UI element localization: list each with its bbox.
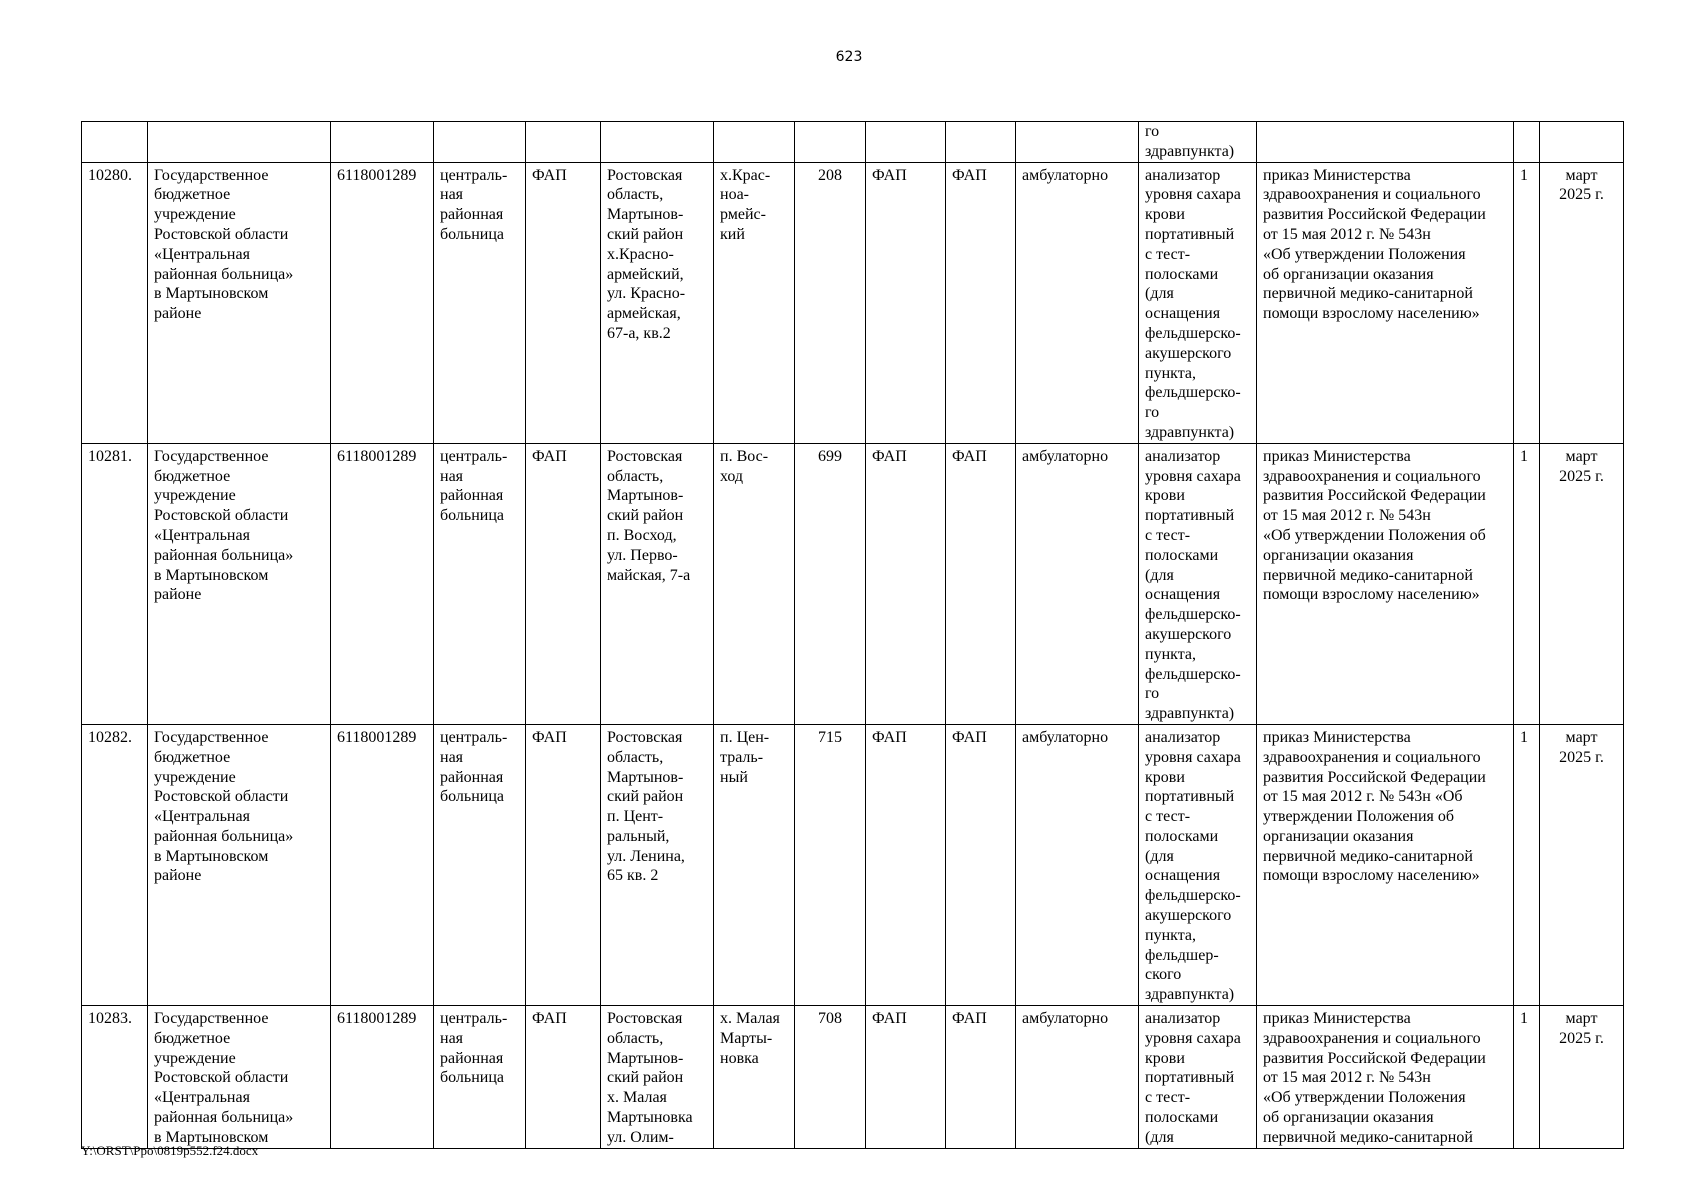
text-line: крови <box>1145 487 1185 505</box>
text-line: бюджетное <box>154 1029 231 1047</box>
text-line: го <box>1145 685 1160 703</box>
cell-locality <box>714 724 795 1005</box>
text-line: ский район <box>607 788 684 806</box>
text-line: фельдшерско- <box>1145 606 1241 624</box>
text-line: ского <box>1145 966 1182 984</box>
text-line: анализатор <box>1145 728 1221 746</box>
cell-facility-type <box>434 1006 526 1149</box>
cell-inn: 6118001289 <box>331 443 434 724</box>
text-line: Ростовская <box>607 447 683 465</box>
text-line: развития Российской Федерации <box>1263 768 1486 786</box>
text-line: ский район <box>607 507 684 525</box>
text-line: оснащения <box>1145 305 1221 323</box>
text-line: 2025 г. <box>1559 748 1604 766</box>
text-line: акушерского <box>1145 344 1232 362</box>
text-line: здравоохранения и социального <box>1263 467 1481 485</box>
text-line: портативный <box>1145 788 1235 806</box>
text-line: «Центральная <box>154 245 250 263</box>
text-line: районе <box>154 305 202 323</box>
text-line: фельдшерско- <box>1145 665 1241 683</box>
text-line: районная больница» <box>154 265 294 283</box>
text-line: х.Крас- <box>720 166 771 184</box>
text-line: 2025 г. <box>1559 1029 1604 1047</box>
cell-care-form: амбулаторно <box>1016 724 1139 1005</box>
cell-locality <box>714 162 795 443</box>
text-line: пункта, <box>1145 926 1196 944</box>
cell-equipment-continued <box>1139 122 1257 163</box>
text-line: здравоохранения и социального <box>1263 1029 1481 1047</box>
text-line: районная <box>440 487 504 505</box>
text-line: п. Цент- <box>607 808 664 826</box>
text-line: первичной медико-санитарной <box>1263 566 1473 584</box>
text-line: область, <box>607 467 664 485</box>
text-line: районная больница» <box>154 827 294 845</box>
text-line: больница <box>440 507 504 525</box>
text-line: приказ Министерства <box>1263 447 1411 465</box>
text-line: 65 кв. 2 <box>607 867 659 885</box>
text-line: в Мартыновском <box>154 566 269 584</box>
text-line: централь- <box>440 1010 508 1028</box>
text-line: «Центральная <box>154 808 250 826</box>
text-line: здравпункта) <box>1145 423 1235 441</box>
text-line: полосками <box>1145 546 1219 564</box>
text-line: развития Российской Федерации <box>1263 487 1486 505</box>
text-line: больница <box>440 788 504 806</box>
text-line: «Центральная <box>154 526 250 544</box>
text-line: помощи взрослому населению» <box>1263 867 1480 885</box>
continuation-row <box>82 122 1624 163</box>
cell-number: 10280. <box>82 162 148 443</box>
cell-population: 208 <box>795 162 866 443</box>
text-line: х.Красно- <box>607 245 674 263</box>
text-line: 67-а, кв.2 <box>607 324 671 342</box>
text-line: фельдшерско- <box>1145 324 1241 342</box>
cell-equipment <box>1139 724 1257 1005</box>
text-line: ная <box>440 748 464 766</box>
text-line: развития Российской Федерации <box>1263 1049 1486 1067</box>
text-line: централь- <box>440 447 508 465</box>
cell-organization <box>148 724 331 1005</box>
cell-quantity: 1 <box>1514 1006 1540 1149</box>
text-line: здравпункта) <box>1145 986 1235 1004</box>
table-row <box>82 162 1624 443</box>
text-line: Государственное <box>154 728 269 746</box>
text-line: март <box>1565 728 1598 746</box>
cell-inn: 6118001289 <box>331 1006 434 1149</box>
cell-unit: ФАП <box>866 1006 946 1149</box>
cell-quantity: 1 <box>1514 443 1540 724</box>
text-line: ул. Перво- <box>607 546 678 564</box>
text-line: траль- <box>720 748 764 766</box>
text-line: фельдшерско- <box>1145 384 1241 402</box>
text-line: (для <box>1145 1128 1174 1146</box>
text-line: армейский, <box>607 265 684 283</box>
text-line: первичной медико-санитарной <box>1263 847 1473 865</box>
text-line: (для <box>1145 285 1174 303</box>
text-line: организации оказания <box>1263 546 1414 564</box>
text-line: Мартынов- <box>607 768 684 786</box>
text-line: здравоохранения и социального <box>1263 748 1481 766</box>
cell-unit: ФАП <box>866 443 946 724</box>
text-line: 2025 г. <box>1559 186 1604 204</box>
text-line: здравпункта) <box>1145 142 1235 160</box>
cell-facility-type <box>434 162 526 443</box>
text-line: акушерского <box>1145 907 1232 925</box>
cell-care-form: амбулаторно <box>1016 162 1139 443</box>
cell-population: 715 <box>795 724 866 1005</box>
text-line: бюджетное <box>154 186 231 204</box>
cell-address <box>601 443 714 724</box>
text-line: область, <box>607 186 664 204</box>
text-line: «Центральная <box>154 1089 250 1107</box>
cell-care-form: амбулаторно <box>1016 443 1139 724</box>
cell-date <box>1540 724 1624 1005</box>
text-line: бюджетное <box>154 467 231 485</box>
text-line: 2025 г. <box>1559 467 1604 485</box>
cell-facility-kind: ФАП <box>526 1006 601 1149</box>
text-line: армейская, <box>607 305 681 323</box>
text-line: фельдшерско- <box>1145 887 1241 905</box>
cell-facility-kind: ФАП <box>526 162 601 443</box>
text-line: в Мартыновском <box>154 847 269 865</box>
text-line: ход <box>720 467 744 485</box>
cell-facility-kind: ФАП <box>526 443 601 724</box>
text-line: «Об утверждении Положения <box>1263 1089 1466 1107</box>
cell-address <box>601 1006 714 1149</box>
cell-quantity: 1 <box>1514 162 1540 443</box>
text-line: оснащения <box>1145 867 1221 885</box>
text-line: ная <box>440 467 464 485</box>
cell-unit: ФАП <box>866 724 946 1005</box>
text-line: Мартынов- <box>607 487 684 505</box>
text-line: кий <box>720 225 745 243</box>
text-line: Мартыновка <box>607 1109 693 1127</box>
text-line: полосками <box>1145 265 1219 283</box>
cell-care-form: амбулаторно <box>1016 1006 1139 1149</box>
text-line: развития Российской Федерации <box>1263 206 1486 224</box>
text-line: ный <box>720 768 748 786</box>
table-row <box>82 724 1624 1005</box>
text-line: крови <box>1145 206 1185 224</box>
cell-organization <box>148 443 331 724</box>
text-line: ная <box>440 1029 464 1047</box>
cell-quantity: 1 <box>1514 724 1540 1005</box>
text-line: Ростовской области <box>154 788 289 806</box>
text-line: от 15 мая 2012 г. № 543н <box>1263 1069 1431 1087</box>
text-line: больница <box>440 1069 504 1087</box>
text-line: го <box>1145 404 1160 422</box>
cell-unit-type: ФАП <box>946 162 1016 443</box>
text-line: полосками <box>1145 1109 1219 1127</box>
cell-number: 10282. <box>82 724 148 1005</box>
text-line: п. Цен- <box>720 728 770 746</box>
text-line: организации оказания <box>1263 827 1414 845</box>
text-line: (для <box>1145 566 1174 584</box>
text-line: Государственное <box>154 447 269 465</box>
document-table <box>81 121 1624 1149</box>
text-line: Ростовской области <box>154 225 289 243</box>
cell-unit: ФАП <box>866 162 946 443</box>
text-line: от 15 мая 2012 г. № 543н «Об <box>1263 788 1463 806</box>
text-line: крови <box>1145 1049 1185 1067</box>
text-line: «Об утверждении Положения <box>1263 245 1466 263</box>
cell-facility-kind: ФАП <box>526 724 601 1005</box>
text-line: здравоохранения и социального <box>1263 186 1481 204</box>
text-line: в Мартыновском <box>154 1128 269 1146</box>
text-line: «Об утверждении Положения об <box>1263 526 1486 544</box>
text-line: п. Восход, <box>607 526 677 544</box>
text-line: учреждение <box>154 1049 236 1067</box>
text-line: портативный <box>1145 1069 1235 1087</box>
text-line: ул. Ленина, <box>607 847 685 865</box>
text-line: уровня сахара <box>1145 1029 1241 1047</box>
text-line: ский район <box>607 1069 684 1087</box>
text-line: п. Вос- <box>720 447 769 465</box>
text-line: Ростовской области <box>154 1069 289 1087</box>
text-line: уровня сахара <box>1145 186 1241 204</box>
cell-unit-type: ФАП <box>946 724 1016 1005</box>
text-line: ул. Красно- <box>607 285 686 303</box>
cell-locality <box>714 443 795 724</box>
text-line: утверждении Положения об <box>1263 808 1455 826</box>
cell-number: 10283. <box>82 1006 148 1149</box>
text-line: в Мартыновском <box>154 285 269 303</box>
text-line: Ростовская <box>607 1010 683 1028</box>
cell-legal-basis <box>1257 1006 1514 1149</box>
text-line: область, <box>607 1029 664 1047</box>
text-line: пункта, <box>1145 364 1196 382</box>
text-line: рмейс- <box>720 206 766 224</box>
text-line: уровня сахара <box>1145 467 1241 485</box>
text-line: приказ Министерства <box>1263 1010 1411 1028</box>
cell-inn: 6118001289 <box>331 724 434 1005</box>
text-line: ноа- <box>720 186 749 204</box>
text-line: фельдшер- <box>1145 946 1219 964</box>
text-line: от 15 мая 2012 г. № 543н <box>1263 225 1431 243</box>
text-line: об организации оказания <box>1263 1109 1434 1127</box>
text-line: районная <box>440 1049 504 1067</box>
text-line: ский район <box>607 225 684 243</box>
cell-facility-type <box>434 443 526 724</box>
text-line: централь- <box>440 728 508 746</box>
text-line: портативный <box>1145 225 1235 243</box>
text-line: уровня сахара <box>1145 748 1241 766</box>
text-line: область, <box>607 748 664 766</box>
text-line: акушерского <box>1145 625 1232 643</box>
text-line: учреждение <box>154 768 236 786</box>
text-line: новка <box>720 1049 759 1067</box>
text-line: больница <box>440 225 504 243</box>
text-line: Государственное <box>154 166 269 184</box>
text-line: х. Малая <box>720 1010 780 1028</box>
text-line: анализатор <box>1145 447 1221 465</box>
page-number: 623 <box>835 49 863 65</box>
cell-organization <box>148 162 331 443</box>
text-line: районная <box>440 768 504 786</box>
text-line: ул. Олим- <box>607 1128 674 1146</box>
text-line: (для <box>1145 847 1174 865</box>
text-line: март <box>1565 166 1598 184</box>
text-line: от 15 мая 2012 г. № 543н <box>1263 507 1431 525</box>
text-line: полосками <box>1145 827 1219 845</box>
text-line: Ростовская <box>607 166 683 184</box>
text-line: районная больница» <box>154 546 294 564</box>
text-line: учреждение <box>154 206 236 224</box>
cell-date <box>1540 443 1624 724</box>
text-line: март <box>1565 1010 1598 1028</box>
text-line: с тест- <box>1145 808 1191 826</box>
text-line: с тест- <box>1145 245 1191 263</box>
text-line: с тест- <box>1145 526 1191 544</box>
cell-legal-basis <box>1257 724 1514 1005</box>
text-line: анализатор <box>1145 166 1221 184</box>
cell-address <box>601 162 714 443</box>
cell-date <box>1540 162 1624 443</box>
cell-equipment <box>1139 443 1257 724</box>
text-line: здравпункта) <box>1145 705 1235 723</box>
text-line: Ростовской области <box>154 507 289 525</box>
text-line: го <box>1145 123 1160 140</box>
text-line: первичной медико-санитарной <box>1263 1128 1473 1146</box>
cell-number: 10281. <box>82 443 148 724</box>
text-line: Мартынов- <box>607 1049 684 1067</box>
cell-legal-basis <box>1257 443 1514 724</box>
text-line: приказ Министерства <box>1263 728 1411 746</box>
table-row <box>82 1006 1624 1149</box>
text-line: районная больница» <box>154 1109 294 1127</box>
text-line: оснащения <box>1145 586 1221 604</box>
table-row <box>82 443 1624 724</box>
text-line: первичной медико-санитарной <box>1263 285 1473 303</box>
text-line: об организации оказания <box>1263 265 1434 283</box>
cell-locality <box>714 1006 795 1149</box>
text-line: ральный, <box>607 827 670 845</box>
footer-file-path: Y:\ORST\Ppo\0819p552.f24.docx <box>81 1143 259 1158</box>
cell-equipment <box>1139 162 1257 443</box>
text-line: приказ Министерства <box>1263 166 1411 184</box>
text-line: помощи взрослому населению» <box>1263 586 1480 604</box>
cell-facility-type <box>434 724 526 1005</box>
text-line: крови <box>1145 768 1185 786</box>
text-line: учреждение <box>154 487 236 505</box>
text-line: районе <box>154 867 202 885</box>
text-line: март <box>1565 447 1598 465</box>
cell-address <box>601 724 714 1005</box>
cell-unit-type: ФАП <box>946 1006 1016 1149</box>
text-line: Мартынов- <box>607 206 684 224</box>
text-line: анализатор <box>1145 1010 1221 1028</box>
text-line: с тест- <box>1145 1089 1191 1107</box>
cell-date <box>1540 1006 1624 1149</box>
cell-legal-basis <box>1257 162 1514 443</box>
text-line: портативный <box>1145 507 1235 525</box>
text-line: Марты- <box>720 1029 773 1047</box>
text-line: майская, 7-а <box>607 566 691 584</box>
text-line: централь- <box>440 166 508 184</box>
text-line: помощи взрослому населению» <box>1263 305 1480 323</box>
text-line: бюджетное <box>154 748 231 766</box>
cell-inn: 6118001289 <box>331 162 434 443</box>
text-line: Ростовская <box>607 728 683 746</box>
text-line: ная <box>440 186 464 204</box>
cell-population: 699 <box>795 443 866 724</box>
cell-unit-type: ФАП <box>946 443 1016 724</box>
text-line: районе <box>154 586 202 604</box>
text-line: районная <box>440 206 504 224</box>
text-line: пункта, <box>1145 645 1196 663</box>
cell-organization <box>148 1006 331 1149</box>
text-line: Государственное <box>154 1010 269 1028</box>
text-line: х. Малая <box>607 1089 667 1107</box>
cell-equipment <box>1139 1006 1257 1149</box>
cell-population: 708 <box>795 1006 866 1149</box>
